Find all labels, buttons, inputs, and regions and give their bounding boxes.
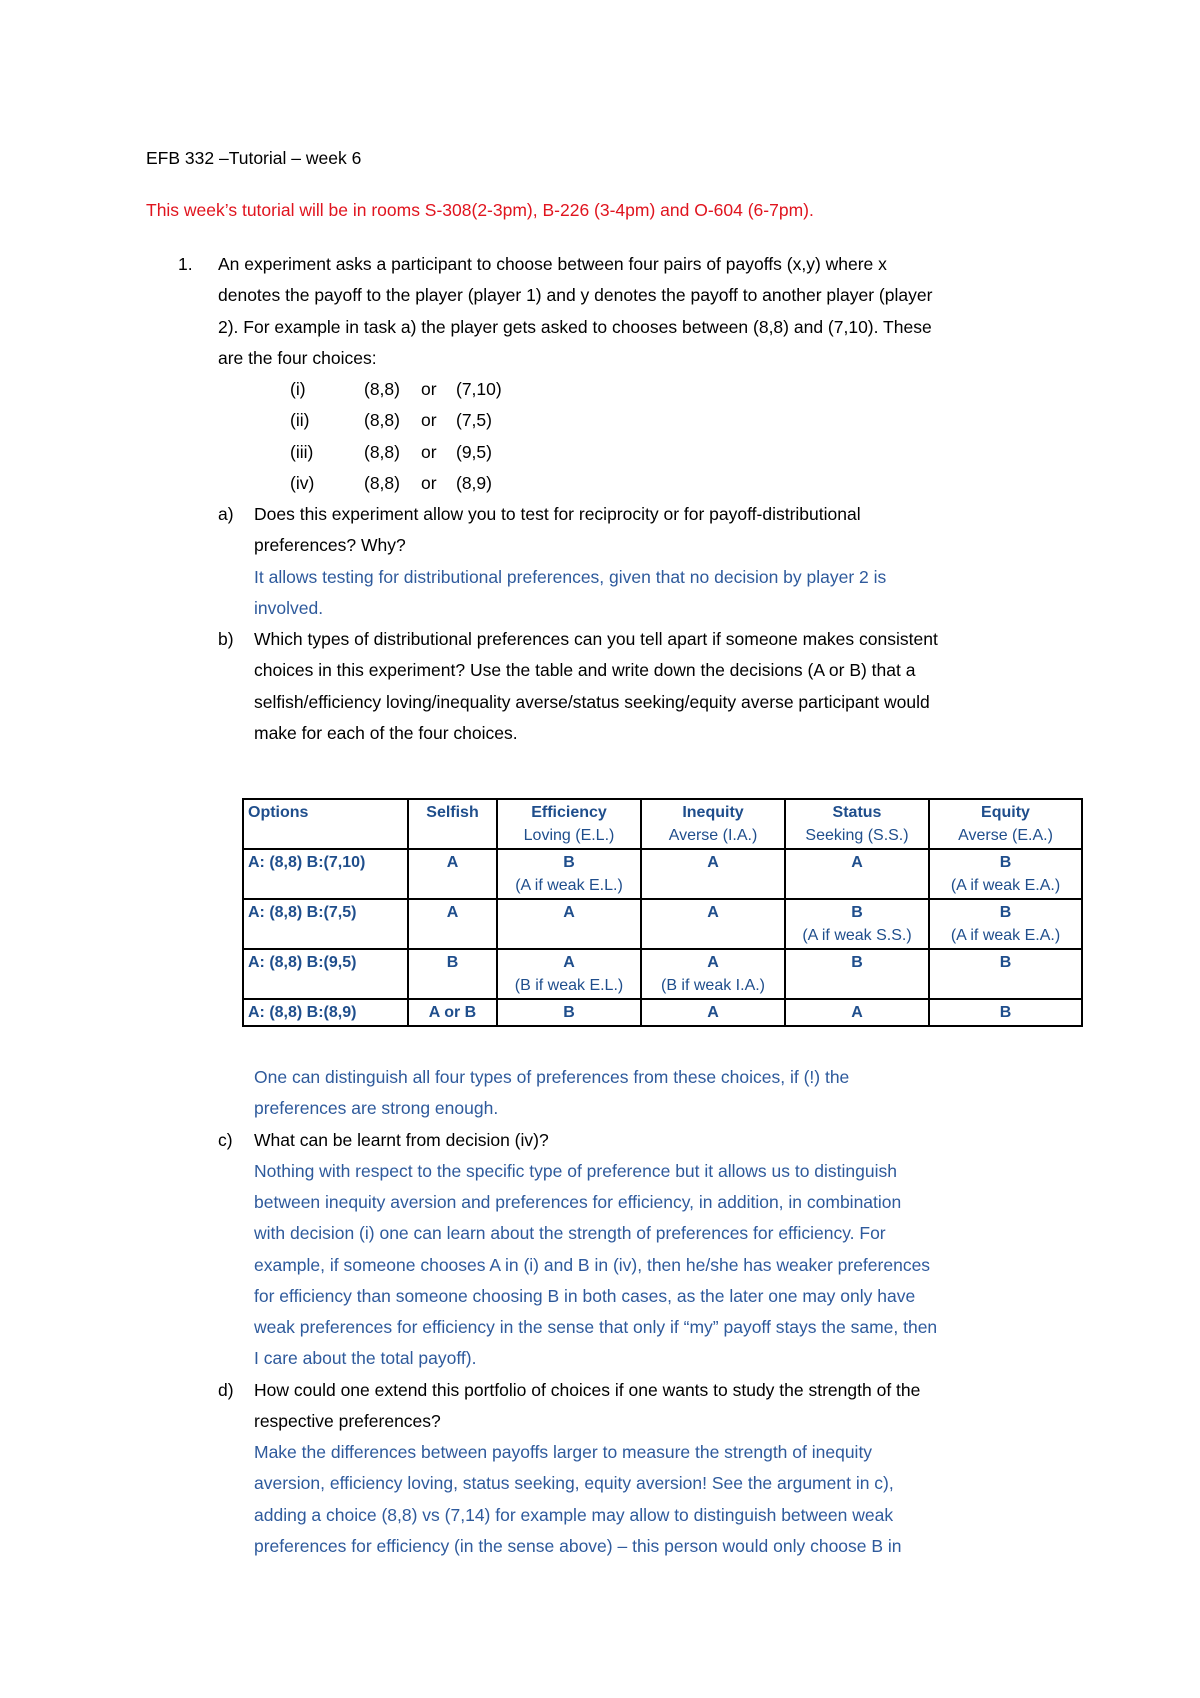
choice-label: (iv): [290, 473, 315, 493]
table-cell: [641, 949, 785, 999]
cell-text: B: [999, 1004, 1012, 1021]
column-header-efficiency: [497, 799, 641, 849]
cell-text: A: [563, 904, 575, 921]
header-text: Selfish: [426, 804, 479, 821]
question-text: Does this experiment allow you to test for reciprocity or for payoff-distributional: [254, 504, 861, 524]
table-cell: [243, 999, 408, 1026]
choice-or: or: [421, 410, 437, 430]
answer-text: between inequity aversion and preferences for efficiency, in addition, in combination: [254, 1192, 902, 1212]
question-text: choices in this experiment? Use the table and write down the decisions (A or B) that a: [254, 660, 916, 680]
choice-option-b: (9,5): [456, 442, 492, 462]
choice-option-a: (8,8): [364, 379, 400, 399]
cell-text: A: [707, 1004, 719, 1021]
cell-text: A: [446, 854, 459, 871]
answer-text: for efficiency than someone choosing B in both cases, as the later one may only have: [254, 1286, 916, 1306]
table-cell: [497, 949, 641, 999]
choice-option-a: (8,8): [364, 473, 400, 493]
table-cell: [929, 849, 1082, 899]
question-text: How could one extend this portfolio of choices if one wants to study the strength of the: [254, 1380, 921, 1400]
q1-text-line: An experiment asks a participant to choose between four pairs of payoffs (x,y) where x: [218, 254, 887, 274]
q1-text-line: 2). For example in task a) the player gets asked to chooses between (8,8) and (7,10). These: [218, 317, 932, 337]
table-cell: [408, 949, 497, 999]
header-text: Efficiency: [531, 804, 607, 821]
answer-text: One can distinguish all four types of preferences from these choices, if (!) the: [254, 1067, 850, 1087]
header-subtext: Averse (I.A.): [668, 827, 758, 844]
table-row: [243, 949, 1082, 999]
table-cell: [641, 899, 785, 949]
question-number: 1.: [178, 254, 193, 274]
question-text: What can be learnt from decision (iv)?: [254, 1130, 549, 1150]
table-cell: [497, 999, 641, 1026]
table-cell: [408, 849, 497, 899]
answer-text: example, if someone chooses A in (i) and B in (iv), then he/she has weaker preferences: [254, 1255, 931, 1275]
table-cell: [785, 849, 929, 899]
table-cell: [929, 999, 1082, 1026]
header-text: Equity: [981, 804, 1030, 821]
cell-text: A: (8,8) B:(9,5): [248, 954, 357, 971]
cell-subtext: (A if weak S.S.): [802, 927, 912, 944]
choice-option-b: (7,5): [456, 410, 492, 430]
cell-text: A: [851, 854, 863, 871]
table-cell: [785, 899, 929, 949]
subquestion-label: a): [218, 504, 234, 524]
header-subtext: Loving (E.L.): [523, 827, 615, 844]
choice-label: (i): [290, 379, 306, 399]
cell-text: B: [851, 954, 863, 971]
table-row: [243, 849, 1082, 899]
answer-text: preferences are strong enough.: [254, 1098, 499, 1118]
table-cell: [641, 999, 785, 1026]
question-text: respective preferences?: [254, 1411, 441, 1431]
cell-text: A: [563, 954, 575, 971]
choice-or: or: [421, 379, 437, 399]
answer-text: aversion, efficiency loving, status seeking, equity aversion! See the argument in c),: [254, 1473, 894, 1493]
subquestion-label: d): [218, 1380, 234, 1400]
cell-text: A: (8,8) B:(8,9): [248, 1004, 357, 1021]
subquestion-label: b): [218, 629, 234, 649]
table-cell: [641, 849, 785, 899]
cell-text: B: [999, 904, 1012, 921]
cell-text: A or B: [428, 1004, 477, 1021]
table-cell: [408, 899, 497, 949]
header-text: Inequity: [682, 804, 744, 821]
preferences-table: [242, 798, 1083, 1027]
cell-text: B: [563, 1004, 575, 1021]
table-cell: [929, 949, 1082, 999]
choice-option-b: (8,9): [456, 473, 492, 493]
cell-text: B: [999, 854, 1012, 871]
cell-text: B: [563, 854, 575, 871]
question-text: Which types of distributional preferences can you tell apart if someone makes consistent: [254, 629, 938, 649]
column-header-status: [785, 799, 929, 849]
cell-text: B: [851, 904, 863, 921]
choice-label: (iii): [290, 442, 314, 462]
table-cell: [243, 949, 408, 999]
cell-text: B: [446, 954, 459, 971]
choice-or: or: [421, 442, 437, 462]
cell-subtext: (A if weak E.A.): [950, 877, 1061, 894]
answer-text: weak preferences for efficiency in the sense that only if “my” payoff stays the same, then: [254, 1317, 938, 1337]
table-cell: [243, 849, 408, 899]
cell-text: A: [707, 854, 719, 871]
answer-text: It allows testing for distributional preferences, given that no decision by player 2 is: [254, 567, 887, 587]
room-notice: This week’s tutorial will be in rooms S-308(2-3pm), B-226 (3-4pm) and O-604 (6-7pm).: [146, 200, 814, 220]
page-title: EFB 332 –Tutorial – week 6: [146, 148, 362, 168]
column-header-equity: [929, 799, 1082, 849]
header-text: Status: [832, 804, 882, 821]
column-header-selfish: [408, 799, 497, 849]
answer-text: with decision (i) one can learn about the strength of preferences for efficiency. For: [254, 1223, 886, 1243]
answer-text: adding a choice (8,8) vs (7,14) for example may allow to distinguish between weak: [254, 1505, 894, 1525]
cell-text: A: [707, 954, 719, 971]
table-cell: [929, 899, 1082, 949]
q1-text-line: denotes the payoff to the player (player 1) and y denotes the payoff to another player (player: [218, 285, 933, 305]
header-subtext: Seeking (S.S.): [805, 827, 909, 844]
table-cell: [497, 899, 641, 949]
cell-text: A: (8,8) B:(7,10): [248, 854, 366, 871]
table-cell: [408, 999, 497, 1026]
answer-text: I care about the total payoff).: [254, 1348, 477, 1368]
choice-option-b: (7,10): [456, 379, 502, 399]
subquestion-label: c): [218, 1130, 233, 1150]
answer-text: Nothing with respect to the specific type of preference but it allows us to distinguish: [254, 1161, 897, 1181]
answer-text: involved.: [254, 598, 324, 618]
table-cell: [785, 999, 929, 1026]
question-text: make for each of the four choices.: [254, 723, 518, 743]
table-header-row: [243, 799, 1082, 849]
cell-subtext: (B if weak E.L.): [514, 977, 624, 994]
header-subtext: Averse (E.A.): [958, 827, 1053, 844]
choice-label: (ii): [290, 410, 310, 430]
choice-option-a: (8,8): [364, 442, 400, 462]
choice-option-a: (8,8): [364, 410, 400, 430]
cell-text: A: [851, 1004, 863, 1021]
answer-text: Make the differences between payoffs larger to measure the strength of inequity: [254, 1442, 873, 1462]
cell-subtext: (B if weak I.A.): [660, 977, 766, 994]
table-row: [243, 899, 1082, 949]
cell-text: B: [999, 954, 1012, 971]
column-header-inequity: [641, 799, 785, 849]
table-cell: [497, 849, 641, 899]
table-cell: [785, 949, 929, 999]
column-header-options: [243, 799, 408, 849]
cell-text: A: (8,8) B:(7,5): [248, 904, 357, 921]
cell-subtext: (A if weak E.L.): [515, 877, 623, 894]
answer-text: preferences for efficiency (in the sense above) – this person would only choose B in: [254, 1536, 902, 1556]
cell-text: A: [707, 904, 719, 921]
choice-or: or: [421, 473, 437, 493]
question-text: selfish/efficiency loving/inequality averse/status seeking/equity averse participant would: [254, 692, 930, 712]
cell-subtext: (A if weak E.A.): [950, 927, 1061, 944]
q1-text-line: are the four choices:: [218, 348, 377, 368]
table-row: [243, 999, 1082, 1026]
question-text: preferences? Why?: [254, 535, 406, 555]
header-text: Options: [248, 804, 309, 821]
cell-text: A: [446, 904, 459, 921]
table-cell: [243, 899, 408, 949]
